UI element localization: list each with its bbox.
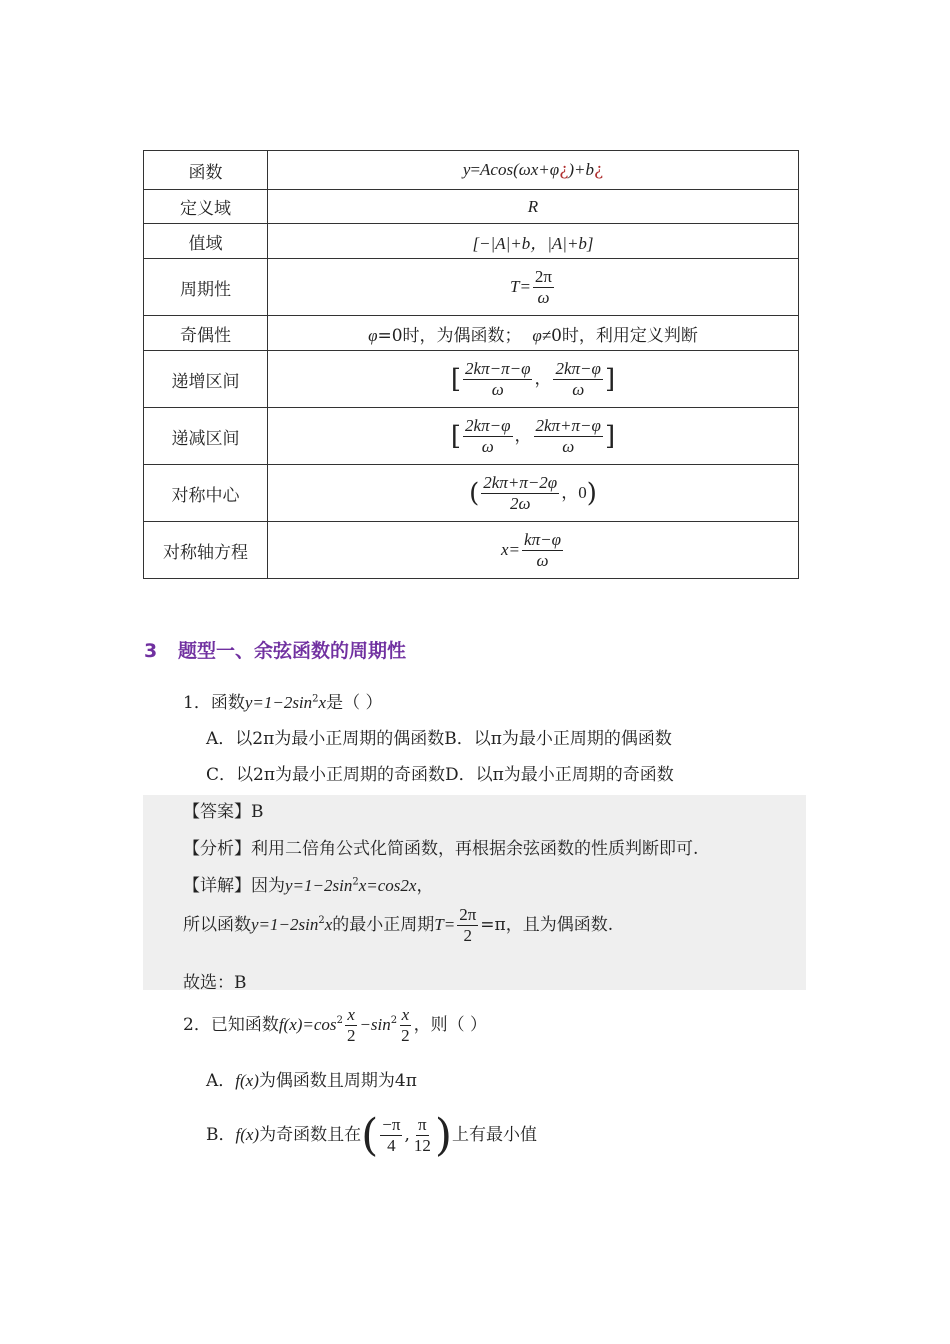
- fraction: $\frac{\pi}{12}$: [413, 1115, 431, 1155]
- fraction: $\frac{2k\pi+\pi-2\varphi}{2\omega}$: [483, 472, 558, 513]
- fraction: $\frac{2k\pi-\varphi}{\omega}$: [465, 415, 511, 456]
- row-label: 对称轴方程: [144, 522, 268, 579]
- fraction: $\frac{x}{2}$: [401, 1005, 410, 1045]
- table-row: [144, 190, 799, 224]
- fraction: $\frac{2\pi}{2}$: [459, 905, 477, 945]
- table-row: [144, 408, 799, 465]
- fraction: $\frac{2k\pi+\pi-\varphi}{\omega}$: [535, 415, 601, 456]
- fraction: $\frac{-\pi}{4}$: [382, 1115, 401, 1155]
- row-content-increasing: [ $\frac{2k\pi-\pi-\varphi}{\omega}$ ， $\frac{2k\pi-\varphi}{\omega}$ ]: [268, 351, 799, 408]
- row-content-decreasing: [ $\frac{2k\pi-\varphi}{\omega}$ ， $\frac{2k\pi+\pi-\varphi}{\omega}$ ]: [268, 408, 799, 465]
- fraction: $\frac{2k\pi-\varphi}{\omega}$: [555, 358, 601, 399]
- table-row: [144, 351, 799, 408]
- question-1-options-cd: [206, 760, 674, 785]
- question-2-option-a[interactable]: A．f(x)为偶函数且周期为4π: [206, 1071, 417, 1091]
- analysis-line: 【分析】利用二倍角公式化简函数，再根据余弦函数的性质判断即可.: [183, 839, 699, 859]
- row-content-axis: x= $\frac{k\pi-\varphi}{\omega}$: [268, 522, 799, 579]
- detail-line: 【详解】因为$y=1-2\sin^2x=\cos 2x$，: [183, 876, 434, 896]
- row-label: 函数: [144, 151, 268, 190]
- table-row: [144, 151, 799, 190]
- fraction: $\frac{k\pi-\varphi}{\omega}$: [524, 529, 561, 570]
- row-content-parity: φ=0时，为偶函数； φ≠0时，利用定义判断: [268, 316, 799, 351]
- choice-line: 故选：B: [183, 973, 247, 993]
- question-2-stem: 2．已知函数$f(x)=\cos^2$ $\frac{x}{2}$ $-\sin^2$ $\frac{x}{2}$ ，则（ ）: [183, 1005, 488, 1045]
- table-row: [144, 522, 799, 579]
- properties-table: [143, 150, 799, 579]
- question-1-stem: 1．函数$y=1-2\sin^2x$是（ ）: [183, 693, 383, 713]
- option-a[interactable]: A．以2π为最小正周期的偶函数: [206, 729, 445, 749]
- option-c[interactable]: C．以2π为最小正周期的奇函数: [206, 765, 445, 785]
- row-content-period: T= $\frac{2\pi}{\omega}$: [268, 259, 799, 316]
- table-row: [144, 316, 799, 351]
- table-row: [144, 259, 799, 316]
- section-title: 3 题型一、余弦函数的周期性: [144, 640, 407, 662]
- row-content-function: y=Acos(ωx+φ¿)+b¿: [268, 151, 799, 190]
- row-content-center: ( $\frac{2k\pi+\pi-2\varphi}{2\omega}$ ，0): [268, 465, 799, 522]
- fraction: $\frac{2\pi}{\omega}$: [534, 266, 553, 307]
- row-content-domain: R: [268, 190, 799, 224]
- row-label: 递增区间: [144, 351, 268, 408]
- row-label: 周期性: [144, 259, 268, 316]
- fraction: $\frac{x}{2}$: [346, 1005, 356, 1045]
- row-label: 奇偶性: [144, 316, 268, 351]
- option-b[interactable]: B．以π为最小正周期的偶函数: [444, 729, 672, 749]
- question-2-option-b[interactable]: B．f(x)为奇函数且在( $\frac{-\pi}{4}$ , $\frac{\pi}{12}$ )上有最小值: [206, 1110, 538, 1161]
- option-d[interactable]: D．以π为最小正周期的奇函数: [445, 765, 674, 785]
- fraction: $\frac{2k\pi-\pi-\varphi}{\omega}$: [465, 358, 531, 399]
- answer-line: 【答案】B: [183, 802, 264, 822]
- table-row: [144, 224, 799, 259]
- row-label: 递减区间: [144, 408, 268, 465]
- row-label: 值域: [144, 224, 268, 259]
- table-row: [144, 465, 799, 522]
- question-1-options-ab: [206, 724, 672, 749]
- row-label: 对称中心: [144, 465, 268, 522]
- row-content-range: [−|A|+b，|A|+b]: [268, 224, 799, 259]
- row-label: 定义域: [144, 190, 268, 224]
- so-line: 所以函数$y=1-2\sin^2x$的最小正周期T= $\frac{2\pi}{2}$ =π，且为偶函数.: [183, 905, 614, 945]
